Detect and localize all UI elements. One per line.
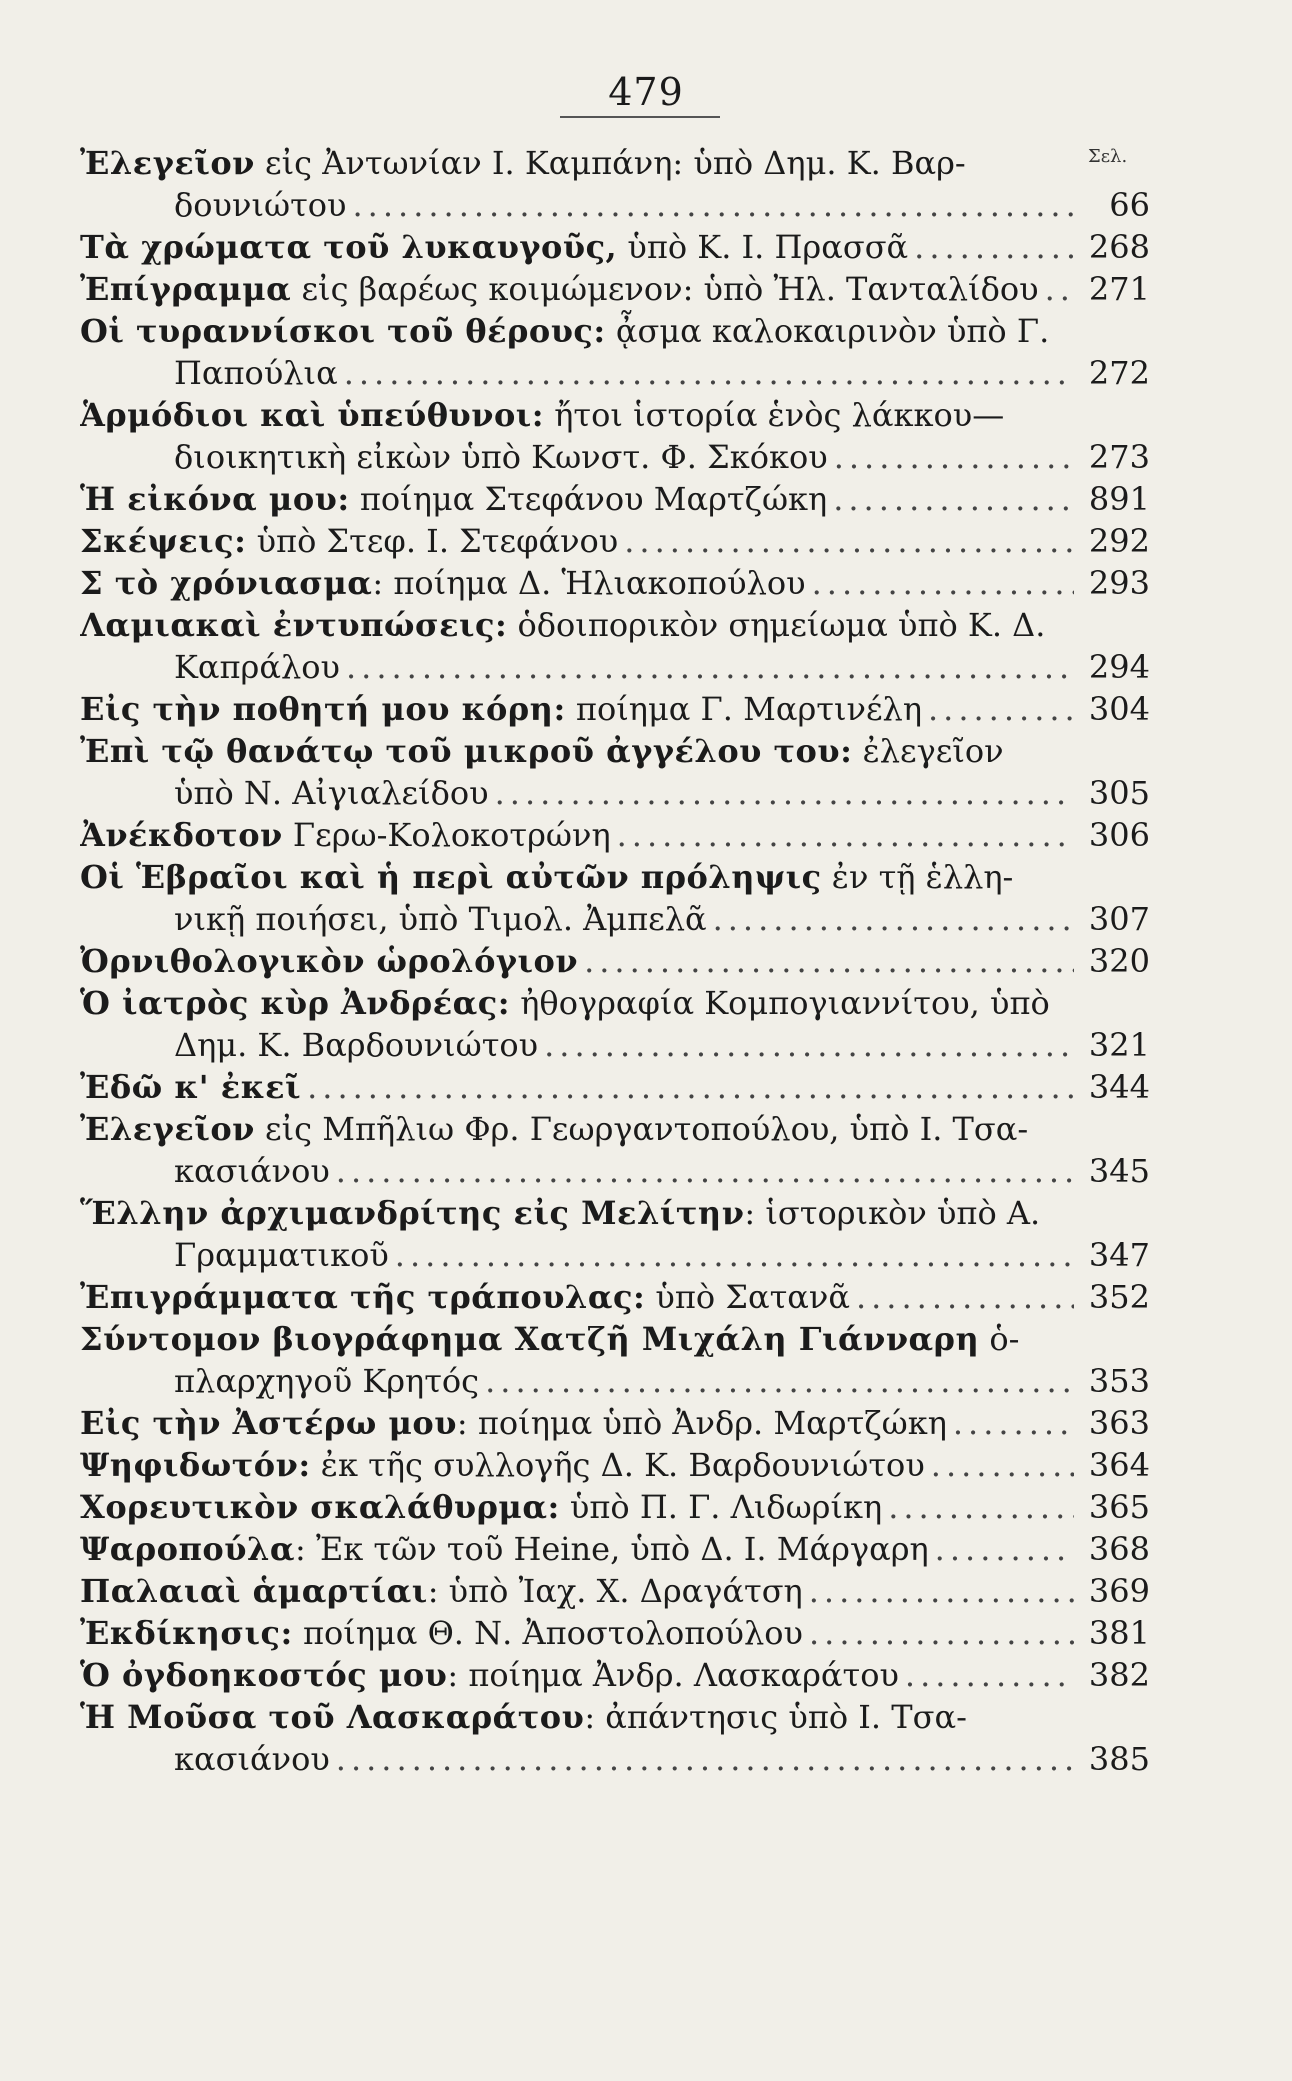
toc-entry-text: ποίημα Στεφάνου Μαρτζώκη xyxy=(349,480,828,518)
toc-page-number: 385 xyxy=(1088,1740,1150,1778)
toc-entry-title xyxy=(80,856,1013,898)
toc-page-number: 294 xyxy=(1088,648,1150,686)
toc-entry-title xyxy=(174,646,340,688)
toc-entry-line xyxy=(80,856,1150,898)
toc-entry-text: ὑπὸ Ν. Αἰγιαλείδου xyxy=(174,774,489,812)
toc-entry-heading: Ἐκδίκησις: xyxy=(80,1614,293,1652)
toc-entry-title xyxy=(174,1150,330,1192)
toc-entry-line xyxy=(80,1192,1150,1234)
toc-entry-text: : ποίημα Ἀνδρ. Λασκαράτου xyxy=(447,1656,899,1694)
dot-leader xyxy=(856,1276,1074,1318)
toc-entry-line xyxy=(80,646,1150,688)
toc-page-number: 382 xyxy=(1088,1656,1150,1694)
dot-leader xyxy=(336,1738,1074,1780)
toc-entry-line xyxy=(80,1570,1150,1612)
toc-entry-title xyxy=(80,1192,1040,1234)
toc-entry-heading: Σ τὸ χρόνιασμα xyxy=(80,564,373,602)
toc-entry-title xyxy=(80,394,1004,436)
toc-entry-title xyxy=(174,772,489,814)
toc-page-number: 345 xyxy=(1088,1152,1150,1190)
toc-entry-title xyxy=(80,604,1045,646)
dot-leader xyxy=(617,814,1074,856)
toc-entry-heading: Ἁρμόδιοι καὶ ὑπεύθυνοι: xyxy=(80,396,545,434)
toc-entry-text: ὑπὸ Π. Γ. Λιδωρίκη xyxy=(559,1488,883,1526)
toc-entry-text: κασιάνου xyxy=(174,1740,330,1778)
toc-entry xyxy=(80,1318,1150,1402)
toc-entry-line xyxy=(80,1612,1150,1654)
toc-entry-line xyxy=(80,898,1150,940)
table-of-contents xyxy=(80,142,1150,1780)
dot-leader xyxy=(353,184,1075,226)
toc-entry-line xyxy=(80,688,1150,730)
toc-entry-title xyxy=(174,1738,330,1780)
toc-entry-title xyxy=(174,352,338,394)
toc-entry-title xyxy=(80,310,1049,352)
toc-entry xyxy=(80,1108,1150,1192)
dot-leader xyxy=(833,478,1074,520)
toc-page-number: 66 xyxy=(1109,186,1150,224)
toc-entry-text: πλαρχηγοῦ Κρητός xyxy=(174,1362,480,1400)
toc-entry-line xyxy=(80,730,1150,772)
toc-entry xyxy=(80,310,1150,394)
toc-page-number: 272 xyxy=(1088,354,1150,392)
toc-entry xyxy=(80,1192,1150,1276)
toc-entry-heading: Ἐλεγεῖον xyxy=(80,1110,255,1148)
toc-entry-title xyxy=(80,1108,1028,1150)
toc-entry-heading: Οἱ τυραννίσκοι τοῦ θέρους: xyxy=(80,312,606,350)
toc-page-number: 352 xyxy=(1088,1278,1150,1316)
toc-entry-title xyxy=(80,1654,899,1696)
toc-entry-heading: Ἡ Μοῦσα τοῦ Λασκαράτου xyxy=(80,1698,585,1736)
toc-entry-title xyxy=(174,1360,479,1402)
toc-entry-line xyxy=(80,1738,1150,1780)
toc-entry-text: Γραμματικοῦ xyxy=(174,1236,389,1274)
dot-leader xyxy=(346,646,1074,688)
toc-entry-title xyxy=(80,226,908,268)
dot-leader xyxy=(713,898,1074,940)
toc-entry-text: Γερω-Κολοκοτρώνη xyxy=(282,816,611,854)
toc-page-number: 344 xyxy=(1088,1068,1150,1106)
toc-entry-line xyxy=(80,1318,1150,1360)
toc-entry-title xyxy=(174,898,707,940)
dot-leader xyxy=(809,1570,1074,1612)
dot-leader xyxy=(336,1150,1074,1192)
toc-page-number: 320 xyxy=(1088,942,1150,980)
toc-entry xyxy=(80,814,1150,856)
dot-leader xyxy=(931,1444,1074,1486)
toc-entry-text: : ἱστορικὸν ὑπὸ Α. xyxy=(744,1194,1041,1232)
toc-entry-text: ἠθογραφία Κομπογιαννίτου, ὑπὸ xyxy=(510,984,1050,1022)
toc-page-number: 305 xyxy=(1088,774,1150,812)
toc-entry-heading: Ψαροπούλα xyxy=(80,1530,295,1568)
toc-entry-line xyxy=(80,1402,1150,1444)
toc-entry-line xyxy=(80,982,1150,1024)
toc-entry xyxy=(80,1276,1150,1318)
toc-entry-line xyxy=(80,1108,1150,1150)
toc-entry-line xyxy=(80,142,1150,184)
toc-page-number: 381 xyxy=(1088,1614,1150,1652)
toc-entry-title xyxy=(174,436,828,478)
toc-entry xyxy=(80,688,1150,730)
toc-entry-heading: Ἐλεγεῖον xyxy=(80,144,255,182)
page-number-rule xyxy=(560,116,720,118)
toc-entry-text: ὑπὸ Σατανᾶ xyxy=(645,1278,850,1316)
toc-entry-text: ᾆσμα καλοκαιρινὸν ὑπὸ Γ. xyxy=(605,312,1050,350)
dot-leader xyxy=(395,1234,1074,1276)
dot-leader xyxy=(809,1612,1074,1654)
toc-entry-text: εἰς βαρέως κοιμώμενον: ὑπὸ Ἠλ. Τανταλίδου xyxy=(291,270,1039,308)
toc-page-number: 891 xyxy=(1088,480,1150,518)
dot-leader xyxy=(624,520,1074,562)
toc-entry xyxy=(80,520,1150,562)
toc-entry xyxy=(80,1612,1150,1654)
toc-page-number: 363 xyxy=(1088,1404,1150,1442)
toc-entry-heading: Εἰς τὴν ποθητή μου κόρη: xyxy=(80,690,566,728)
toc-entry-title xyxy=(174,184,347,226)
toc-entry-text: ἐν τῇ ἑλλη- xyxy=(821,858,1014,896)
toc-page-number: 369 xyxy=(1088,1572,1150,1610)
toc-entry-heading: Ψηφιδωτόν: xyxy=(80,1446,311,1484)
toc-entry-heading: Παλαιαὶ ἁμαρτίαι xyxy=(80,1572,428,1610)
toc-page-number: 293 xyxy=(1088,564,1150,602)
toc-page-number: 304 xyxy=(1088,690,1150,728)
dot-leader xyxy=(953,1402,1074,1444)
toc-entry-line xyxy=(80,1654,1150,1696)
dot-leader xyxy=(584,940,1074,982)
toc-entry-title xyxy=(80,1612,803,1654)
toc-entry-line xyxy=(80,1486,1150,1528)
toc-entry-text: : ποίημα ὑπὸ Ἀνδρ. Μαρτζώκη xyxy=(456,1404,947,1442)
toc-entry xyxy=(80,1486,1150,1528)
toc-entry-title xyxy=(80,1066,301,1108)
toc-entry xyxy=(80,478,1150,520)
toc-entry-heading: Ἕλλην ἀρχιμανδρίτης εἰς Μελίτην xyxy=(80,1194,745,1232)
toc-page-number: 353 xyxy=(1088,1362,1150,1400)
toc-entry-heading: Ἐδῶ κ' ἐκεῖ xyxy=(80,1068,302,1106)
toc-entry xyxy=(80,562,1150,604)
toc-entry-title xyxy=(80,982,1050,1024)
toc-entry-title xyxy=(80,1696,967,1738)
toc-entry-heading: Ἐπίγραμμα xyxy=(80,270,292,308)
page-number: 479 xyxy=(608,70,684,114)
toc-entry-text: ὑπὸ Στεφ. Ι. Στεφάνου xyxy=(246,522,619,560)
toc-entry-text: : Ἐκ τῶν τοῦ Heine, ὑπὸ Δ. Ι. Μάργαρη xyxy=(295,1530,929,1568)
toc-entry-line xyxy=(80,1696,1150,1738)
toc-entry xyxy=(80,982,1150,1066)
toc-entry-title xyxy=(80,1528,929,1570)
toc-entry xyxy=(80,1066,1150,1108)
toc-entry-line xyxy=(80,184,1150,226)
toc-entry xyxy=(80,1696,1150,1780)
toc-page-number: 271 xyxy=(1088,270,1150,308)
toc-entry-text: νικῇ ποιήσει, ὑπὸ Τιμολ. Ἀμπελᾶ xyxy=(174,900,707,938)
dot-leader xyxy=(1045,268,1074,310)
toc-entry xyxy=(80,226,1150,268)
toc-page-number: 292 xyxy=(1088,522,1150,560)
toc-entry-text: κασιάνου xyxy=(174,1152,330,1190)
toc-entry xyxy=(80,394,1150,478)
toc-page-number: 347 xyxy=(1088,1236,1150,1274)
toc-entry-heading: Ὁ ἰατρὸς κὺρ Ἀνδρέας: xyxy=(80,984,511,1022)
toc-entry-line xyxy=(80,1066,1150,1108)
toc-entry-text: ὑπὸ Κ. Ι. Πρασσᾶ xyxy=(617,228,909,266)
toc-entry-title xyxy=(80,478,827,520)
toc-entry-title xyxy=(80,1486,882,1528)
toc-entry xyxy=(80,730,1150,814)
toc-page-number: 364 xyxy=(1088,1446,1150,1484)
toc-entry-text: Δημ. Κ. Βαρδουνιώτου xyxy=(174,1026,539,1064)
toc-entry-title xyxy=(80,520,618,562)
dot-leader xyxy=(888,1486,1074,1528)
toc-entry-title xyxy=(80,142,966,184)
toc-entry-heading: Σύντομον βιογράφημα Χατζῆ Μιχάλη Γιάνναρη xyxy=(80,1320,980,1358)
toc-entry xyxy=(80,1444,1150,1486)
toc-entry-text: : ἀπάντησις ὑπὸ Ι. Τσα- xyxy=(584,1698,967,1736)
toc-entry-text: ἤτοι ἱστορία ἑνὸς λάκκου— xyxy=(544,396,1005,434)
dot-leader xyxy=(344,352,1074,394)
toc-entry-line xyxy=(80,1444,1150,1486)
toc-entry-heading: Χορευτικὸν σκαλάθυρμα: xyxy=(80,1488,560,1526)
toc-page-number: 321 xyxy=(1088,1026,1150,1064)
toc-entry-text: ἐκ τῆς συλλογῆς Δ. Κ. Βαρδουνιώτου xyxy=(310,1446,925,1484)
toc-entry xyxy=(80,604,1150,688)
toc-page-number: 365 xyxy=(1088,1488,1150,1526)
toc-entry-heading: Οἱ Ἑβραῖοι καὶ ἡ περὶ αὐτῶν πρόληψις xyxy=(80,858,822,896)
toc-entry xyxy=(80,142,1150,226)
toc-entry-text: ὁδοιπορικὸν σημείωμα ὑπὸ Κ. Δ. xyxy=(507,606,1046,644)
toc-entry-line xyxy=(80,814,1150,856)
dot-leader xyxy=(914,226,1074,268)
toc-entry-heading: Λαμιακαὶ ἐντυπώσεις: xyxy=(80,606,508,644)
dot-leader xyxy=(495,772,1074,814)
page-column-abbreviation: Σελ. xyxy=(1088,146,1128,167)
toc-entry-line xyxy=(80,520,1150,562)
toc-page-number: 306 xyxy=(1088,816,1150,854)
toc-entry-heading: Ἐπὶ τῷ θανάτῳ τοῦ μικροῦ ἀγγέλου του: xyxy=(80,732,853,770)
dot-leader xyxy=(812,562,1074,604)
toc-entry-text: διοικητικὴ εἰκὼν ὑπὸ Κωνστ. Φ. Σκόκου xyxy=(174,438,828,476)
toc-entry-line xyxy=(80,1024,1150,1066)
toc-entry-title xyxy=(80,730,1004,772)
toc-entry-text: Παπούλια xyxy=(174,354,338,392)
toc-entry-line xyxy=(80,310,1150,352)
toc-entry xyxy=(80,940,1150,982)
toc-entry-text: δουνιώτου xyxy=(174,186,347,224)
toc-entry-heading: Τὰ χρώματα τοῦ λυκαυγοῦς, xyxy=(80,228,618,266)
toc-page-number: 273 xyxy=(1088,438,1150,476)
toc-entry-line xyxy=(80,1528,1150,1570)
toc-entry xyxy=(80,856,1150,940)
toc-entry-line xyxy=(80,562,1150,604)
toc-entry xyxy=(80,1402,1150,1444)
toc-page-number: 307 xyxy=(1088,900,1150,938)
toc-entry xyxy=(80,1528,1150,1570)
toc-entry-text: : ὑπὸ Ἰαχ. Χ. Δραγάτση xyxy=(427,1572,803,1610)
toc-entry-title xyxy=(80,1444,925,1486)
dot-leader xyxy=(544,1024,1074,1066)
toc-entry-text: ὁ- xyxy=(979,1320,1020,1358)
toc-page-number: 368 xyxy=(1088,1530,1150,1568)
dot-leader xyxy=(935,1528,1074,1570)
toc-entry-line xyxy=(80,1234,1150,1276)
toc-entry-title xyxy=(80,940,578,982)
toc-entry-line xyxy=(80,1276,1150,1318)
toc-entry-heading: Ὀρνιθολογικὸν ὡρολόγιον xyxy=(80,942,579,980)
toc-entry-text: εἰς Ἀντωνίαν Ι. Καμπάνη: ὑπὸ Δημ. Κ. Βαρ- xyxy=(254,144,966,182)
toc-entry-title xyxy=(80,1276,850,1318)
toc-entry-title xyxy=(80,688,922,730)
toc-entry-heading: Ἐπιγράμματα τῆς τράπουλας: xyxy=(80,1278,646,1316)
dot-leader xyxy=(905,1654,1074,1696)
toc-entry-title xyxy=(80,814,611,856)
toc-entry xyxy=(80,268,1150,310)
toc-entry-heading: Σκέψεις: xyxy=(80,522,247,560)
toc-entry-text: Καπράλου xyxy=(174,648,340,686)
toc-entry-text: ποίημα Θ. Ν. Ἀποστολοπούλου xyxy=(292,1614,803,1652)
toc-entry-text: ποίημα Γ. Μαρτινέλη xyxy=(565,690,922,728)
toc-entry-text: : ποίημα Δ. Ἡλιακοπούλου xyxy=(372,564,806,602)
toc-page-number: 268 xyxy=(1088,228,1150,266)
toc-entry-title xyxy=(80,562,806,604)
toc-entry-line xyxy=(80,478,1150,520)
toc-entry-line xyxy=(80,268,1150,310)
toc-entry-line xyxy=(80,1360,1150,1402)
toc-entry-title xyxy=(174,1024,538,1066)
toc-entry-line xyxy=(80,772,1150,814)
dot-leader xyxy=(928,688,1074,730)
toc-entry-heading: Εἰς τὴν Ἀστέρω μου xyxy=(80,1404,457,1442)
toc-entry-heading: Ἀνέκδοτον xyxy=(80,816,283,854)
toc-entry xyxy=(80,1654,1150,1696)
toc-entry-line xyxy=(80,352,1150,394)
toc-entry-title xyxy=(80,1570,803,1612)
toc-entry-line xyxy=(80,436,1150,478)
toc-entry-line xyxy=(80,1150,1150,1192)
toc-entry-line xyxy=(80,604,1150,646)
toc-entry-line xyxy=(80,940,1150,982)
dot-leader xyxy=(834,436,1074,478)
toc-entry xyxy=(80,1570,1150,1612)
toc-entry-title xyxy=(174,1234,389,1276)
toc-entry-title xyxy=(80,1402,947,1444)
toc-entry-title xyxy=(80,1318,1019,1360)
toc-entry-heading: Ὁ ὀγδοηκοστός μου xyxy=(80,1656,448,1694)
toc-entry-line xyxy=(80,226,1150,268)
dot-leader xyxy=(485,1360,1074,1402)
dot-leader xyxy=(307,1066,1074,1108)
toc-entry-heading: Ἡ εἰκόνα μου: xyxy=(80,480,350,518)
toc-entry-text: εἰς Μπῆλιω Φρ. Γεωργαντοπούλου, ὑπὸ Ι. Τσα- xyxy=(254,1110,1029,1148)
toc-entry-title xyxy=(80,268,1039,310)
toc-entry-text: ἐλεγεῖον xyxy=(852,732,1004,770)
toc-entry-line xyxy=(80,394,1150,436)
